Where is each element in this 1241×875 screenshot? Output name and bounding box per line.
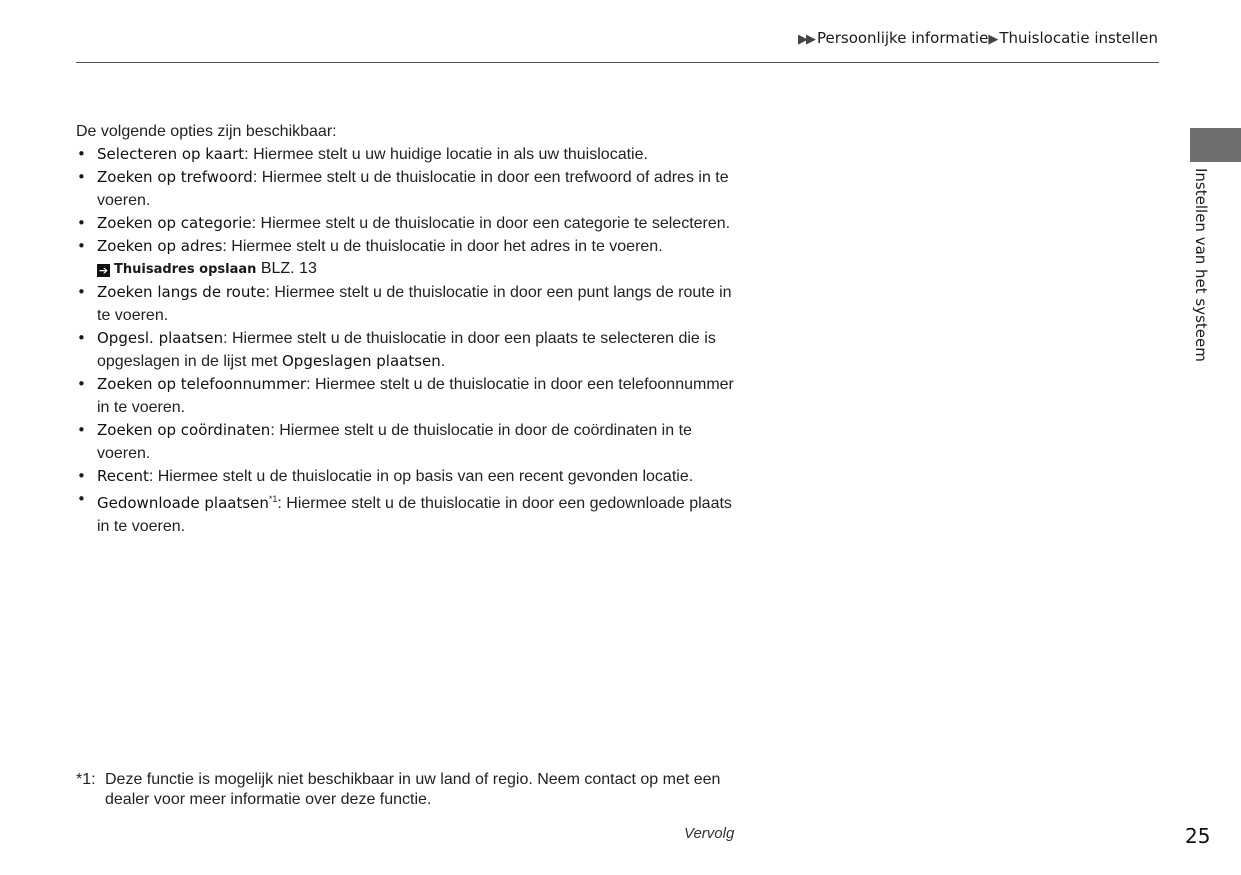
intro-text: De volgende opties zijn beschikbaar: (76, 123, 337, 140)
breadcrumb-markers-icon: ▶▶ (797, 32, 814, 47)
option-term-list-name: Opgeslagen plaatsen (282, 352, 441, 370)
section-label: Instellen van het systeem (1192, 168, 1210, 362)
list-item (76, 166, 741, 212)
option-desc: : Hiermee stelt u uw huidige locatie in als uw thuislocatie. (244, 146, 648, 163)
option-desc: : Hiermee stelt u de thuislocatie in door een gedownloade plaats in te voeren. (97, 495, 732, 535)
bullet-icon: • (77, 214, 86, 232)
option-term: Zoeken op adres (97, 237, 223, 255)
options-list (76, 143, 741, 538)
option-desc: : Hiermee stelt u de thuislocatie in door een punt langs de route in te voeren. (97, 284, 732, 324)
list-item (76, 488, 741, 538)
bullet-icon: • (77, 467, 86, 485)
list-item (76, 373, 741, 419)
option-desc: : Hiermee stelt u de thuislocatie in door de coördinaten in te voeren. (97, 422, 692, 462)
bullet-icon: • (77, 145, 86, 163)
bullet-icon: • (77, 490, 86, 508)
bullet-icon: • (77, 421, 86, 439)
breadcrumb-separator-icon: ▶ (988, 32, 997, 47)
list-item (76, 281, 741, 327)
header-rule (76, 62, 1159, 63)
option-term: Zoeken langs de route (97, 283, 266, 301)
footnote-text: Deze functie is mogelijk niet beschikbaar in uw land of regio. Neem contact op met een dealer voor meer informatie over deze functie. (105, 771, 721, 808)
bullet-icon: • (77, 283, 86, 301)
section-tab (1190, 128, 1241, 162)
option-desc: : Hiermee stelt u de thuislocatie in door een categorie te selecteren. (251, 215, 731, 232)
option-desc: : Hiermee stelt u de thuislocatie in door een plaats te selecteren die is opgeslagen in de lijst met (97, 330, 716, 370)
list-item (76, 212, 741, 235)
reference-arrow-icon: ➔ (98, 264, 109, 277)
option-desc: : Hiermee stelt u de thuislocatie in door het adres in te voeren. (222, 238, 663, 255)
breadcrumb (798, 29, 1158, 47)
option-term: Zoeken op trefwoord (97, 168, 253, 186)
option-desc: : Hiermee stelt u de thuislocatie in op basis van een recent gevonden locatie. (148, 468, 694, 485)
option-term: Zoeken op categorie (97, 214, 252, 232)
option-term: Recent (97, 467, 149, 485)
list-item (76, 235, 741, 258)
main-content (76, 121, 741, 538)
list-item (76, 327, 741, 373)
reference-page[interactable]: BLZ. 13 (260, 260, 317, 277)
option-term: Opgesl. plaatsen (97, 329, 224, 347)
breadcrumb-section: Persoonlijke informatie (816, 29, 989, 47)
option-term: Zoeken op telefoonnummer (97, 375, 307, 393)
breadcrumb-page: Thuislocatie instellen (999, 29, 1158, 47)
option-desc-end: . (440, 353, 446, 370)
footnote-ref: *1 (268, 494, 278, 504)
footnote (76, 770, 736, 810)
option-term: Zoeken op coördinaten (97, 421, 271, 439)
reference-title[interactable]: Thuisadres opslaan (114, 262, 257, 277)
page-number: 25 (1185, 824, 1211, 848)
bullet-icon: • (77, 168, 86, 186)
bullet-icon: • (77, 375, 86, 393)
footnote-mark: *1: (76, 771, 96, 788)
option-term: Selecteren op kaart (97, 145, 245, 163)
option-desc: : Hiermee stelt u de thuislocatie in door een trefwoord of adres in te voeren. (97, 169, 729, 209)
option-term: Gedownloade plaatsen (97, 494, 269, 512)
bullet-icon: • (77, 237, 86, 255)
list-item (76, 143, 741, 166)
list-item (76, 419, 741, 465)
bullet-icon: • (77, 329, 86, 347)
option-desc: : Hiermee stelt u de thuislocatie in door een telefoonnummer in te voeren. (97, 376, 734, 416)
continued-label: Vervolg (684, 825, 735, 842)
list-item (76, 465, 741, 488)
cross-reference[interactable] (76, 258, 741, 281)
